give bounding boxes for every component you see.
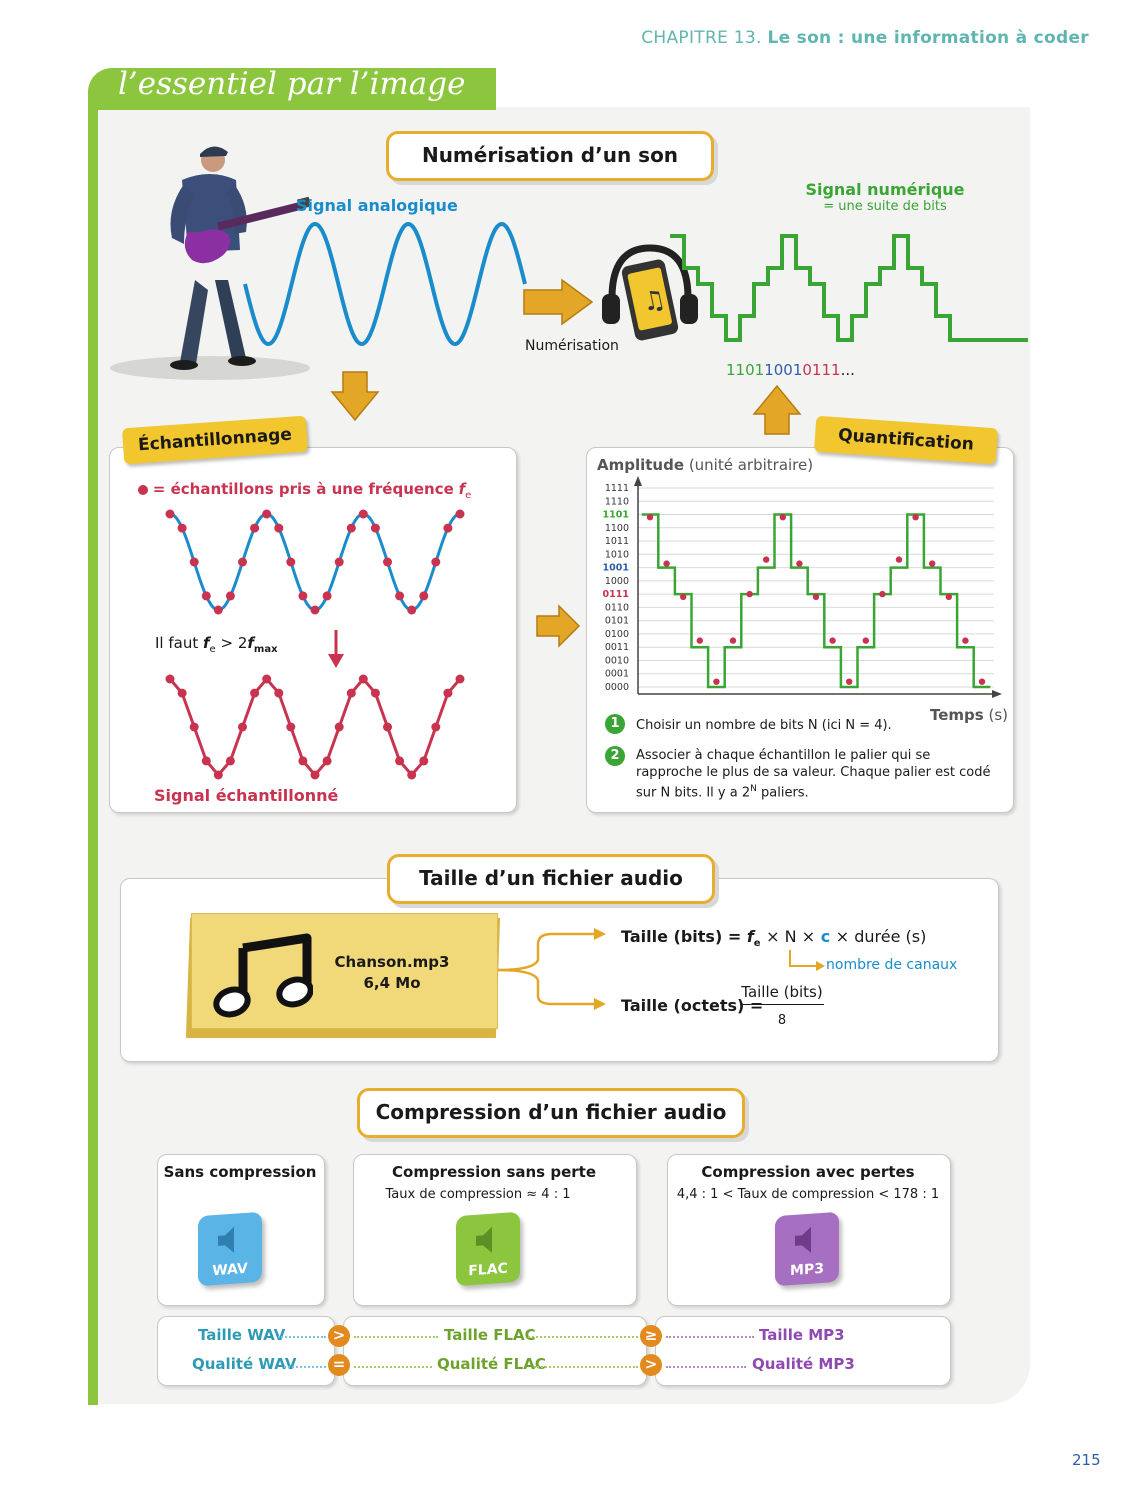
sampled-point	[202, 756, 211, 765]
sample-dot	[311, 606, 320, 615]
music-note-icon	[213, 932, 313, 1018]
canaux-label: nombre de canaux	[826, 957, 958, 973]
step-2-text	[636, 747, 990, 801]
quality-flac: Qualité FLAC	[437, 1355, 546, 1373]
sample-dot	[190, 558, 199, 567]
y-tick-label: 0101	[604, 615, 629, 627]
sample-dot	[323, 591, 332, 600]
sample-dot	[431, 558, 440, 567]
quantization-sample	[680, 594, 686, 600]
rule-max: max	[253, 644, 278, 655]
sampled-point	[323, 756, 332, 765]
dots-size-4	[666, 1336, 754, 1338]
down-arrow-icon	[330, 370, 380, 422]
sample-dot	[226, 591, 235, 600]
y-tick-label: 0000	[604, 682, 629, 693]
quantization-sample	[780, 514, 786, 520]
dots-size-1	[278, 1336, 326, 1338]
mp3-file-icon	[775, 1212, 839, 1286]
quantization-sample	[796, 560, 802, 566]
quantization-sample	[763, 556, 769, 562]
red-down-arrow-icon	[326, 628, 346, 670]
mp3-icon-label: MP3	[790, 1260, 824, 1280]
sampled-point	[298, 756, 307, 765]
y-tick-label: 1100	[604, 522, 629, 534]
quantization-sample	[879, 591, 885, 597]
quantization-sample	[730, 637, 736, 643]
sampled-point	[359, 675, 368, 684]
green-edge	[88, 100, 98, 1405]
quantification-tag: Quantification	[814, 416, 998, 465]
dots-size-2	[354, 1336, 438, 1338]
y-tick-label: 0110	[604, 602, 629, 614]
x-axis-arrow-icon	[992, 690, 1002, 698]
sample-dot	[335, 558, 344, 567]
col-flac-head: Compression sans perte	[392, 1163, 596, 1181]
sample-dot	[419, 591, 428, 600]
digital-signal-wave	[670, 218, 1030, 353]
formula-octets-denominator: 8	[740, 1004, 824, 1028]
quantization-sample	[829, 637, 835, 643]
quantization-sample	[962, 637, 968, 643]
sample-legend-sub: e	[465, 490, 472, 501]
y-tick-label: 1011	[604, 536, 629, 548]
ylabel-rest: (unité arbitraire)	[688, 456, 814, 474]
xlabel-bold: Temps	[930, 706, 984, 724]
col-mp3-head: Compression avec pertes	[701, 1163, 915, 1181]
chapter-title: Le son : une information à coder	[767, 28, 1089, 48]
sampled-point	[419, 756, 428, 765]
quantification-chart	[590, 470, 1008, 708]
formula-bits-prefix: Taille (bits) =	[621, 927, 742, 946]
sample-dot	[383, 558, 392, 567]
y-tick-label: 0111	[602, 589, 629, 601]
sample-dot	[238, 558, 247, 567]
quality-op-1: =	[328, 1354, 350, 1376]
step-2-number: 2	[605, 746, 625, 766]
sample-legend-var: f	[458, 480, 466, 498]
sampled-point	[274, 689, 283, 698]
col-flac-sub: Taux de compression ≈ 4 : 1	[385, 1187, 571, 1202]
quantization-sample	[746, 591, 752, 597]
file-name: Chanson.mp3	[334, 953, 450, 971]
sampled-point	[238, 723, 247, 732]
file-size: 6,4 Mo	[363, 974, 421, 992]
sampled-point	[347, 689, 356, 698]
y-tick-label: 1110	[604, 496, 629, 508]
sample-dot	[456, 510, 465, 519]
sample-dot	[443, 524, 452, 533]
quantization-sample	[946, 594, 952, 600]
size-wav: Taille WAV	[198, 1326, 286, 1344]
chapter-number: CHAPITRE 13.	[641, 28, 762, 48]
sampled-point	[383, 723, 392, 732]
quality-wav: Qualité WAV	[192, 1355, 297, 1373]
step-2-sup: N	[750, 784, 757, 794]
bits-ellipsis: ...	[840, 361, 855, 379]
sample-dot-icon	[138, 485, 148, 495]
y-tick-label: 1111	[604, 483, 629, 494]
numerisation-step-label: Numérisation	[525, 338, 619, 354]
formula-brace	[496, 918, 616, 1018]
bit-sequence	[726, 361, 855, 379]
sample-legend-text: = échantillons pris à une fréquence	[152, 480, 454, 498]
page-number: 215	[1072, 1451, 1101, 1469]
size-flac: Taille FLAC	[444, 1326, 536, 1344]
sampled-point	[443, 689, 452, 698]
formula-bits	[621, 927, 926, 949]
y-tick-label: 1001	[602, 562, 629, 574]
sampled-point	[226, 756, 235, 765]
sample-dot	[214, 606, 223, 615]
formula-bits-mid: × N ×	[766, 927, 816, 946]
sampled-sine-wave	[160, 505, 470, 620]
quality-mp3: Qualité MP3	[752, 1355, 855, 1373]
banner-title: l’essentiel par l’image	[118, 66, 466, 102]
right-arrow-icon	[535, 604, 581, 648]
col-mp3-sub: 4,4 : 1 < Taux de compression < 178 : 1	[676, 1187, 940, 1202]
sampled-point	[262, 675, 271, 684]
sample-dot	[347, 524, 356, 533]
wav-file-icon	[198, 1212, 262, 1286]
dots-size-3	[528, 1336, 638, 1338]
sampled-point	[178, 689, 187, 698]
ylabel-bold: Amplitude	[597, 456, 685, 474]
sampled-point	[456, 675, 465, 684]
sampled-point	[335, 723, 344, 732]
sampled-point	[214, 771, 223, 780]
formula-octets-prefix: Taille (octets) =	[621, 996, 764, 1015]
size-mp3: Taille MP3	[759, 1326, 845, 1344]
sampled-point	[166, 675, 175, 684]
sampled-point	[286, 723, 295, 732]
xlabel-rest: (s)	[988, 706, 1009, 724]
quantization-sample	[979, 679, 985, 685]
col-wav-head: Sans compression	[163, 1163, 317, 1181]
sampled-point	[395, 756, 404, 765]
digital-signal-subtitle: = une suite de bits	[823, 199, 947, 214]
quantized-steps-line	[642, 515, 991, 688]
y-tick-label: 1101	[602, 509, 629, 521]
rule-f2: f	[247, 634, 254, 652]
analog-signal-label: Signal analogique	[296, 196, 458, 215]
digital-signal-label: Signal numérique	[805, 180, 965, 199]
quantization-sample	[697, 637, 703, 643]
quantization-sample	[713, 679, 719, 685]
sampled-signal-wave	[160, 670, 470, 785]
sampled-point	[407, 771, 416, 780]
sample-dot	[274, 524, 283, 533]
bits-1001: 1001	[764, 361, 803, 379]
wav-icon-label: WAV	[212, 1260, 248, 1280]
y-tick-label: 1000	[604, 575, 629, 587]
quantization-sample	[929, 560, 935, 566]
sample-dot	[359, 510, 368, 519]
flac-file-icon	[456, 1212, 520, 1286]
quantization-sample	[896, 556, 902, 562]
numerisation-title: Numérisation d’un son	[386, 131, 714, 181]
sample-dot	[371, 524, 380, 533]
rule-e: e	[209, 644, 216, 655]
dots-quality-4	[666, 1366, 746, 1368]
y-tick-label: 0100	[604, 628, 629, 640]
flac-icon-label: FLAC	[468, 1260, 508, 1280]
svg-text:♫: ♫	[639, 284, 669, 319]
quantization-sample	[647, 514, 653, 520]
size-op-2: ≥	[640, 1325, 662, 1347]
quantization-sample	[663, 560, 669, 566]
canaux-arrow-icon	[788, 948, 828, 972]
y-tick-label: 0001	[604, 668, 629, 680]
sample-dot	[298, 591, 307, 600]
sample-dot	[202, 591, 211, 600]
y-tick-label: 0011	[604, 642, 629, 654]
numerisation-arrow-icon	[522, 278, 594, 326]
bits-0111: 0111	[802, 361, 841, 379]
up-arrow-icon	[752, 384, 802, 436]
quantization-sample	[912, 514, 918, 520]
sampled-point	[190, 723, 199, 732]
sampled-point	[311, 771, 320, 780]
dots-quality-1	[284, 1366, 326, 1368]
echantillonnage-tag: Échantillonnage	[122, 416, 308, 465]
formula-bits-end: × durée (s)	[835, 927, 927, 946]
step-2-line-2: rapproche le plus de sa valeur. Chaque palier est codé	[636, 765, 991, 780]
y-axis-arrow-icon	[634, 476, 642, 486]
quantization-sample	[813, 594, 819, 600]
step-2-line-1: Associer à chaque échantillon le palier qui se	[636, 748, 931, 763]
sampled-point	[250, 689, 259, 698]
sample-dot	[407, 606, 416, 615]
quantification-xlabel	[930, 706, 1008, 724]
step-2-line-3a: sur N bits. Il y a 2	[636, 785, 751, 801]
nyquist-rule	[155, 634, 278, 655]
step-1-number: 1	[605, 714, 625, 734]
taille-title: Taille d’un fichier audio	[387, 854, 715, 904]
rule-f: f	[203, 634, 210, 652]
sample-dot	[250, 524, 259, 533]
formula-bits-f: f	[746, 927, 754, 946]
rule-prefix: Il faut	[155, 634, 199, 652]
quantization-sample	[846, 679, 852, 685]
sample-legend	[138, 480, 471, 501]
sampled-point	[431, 723, 440, 732]
rule-op: > 2	[220, 634, 248, 652]
dots-quality-3	[534, 1366, 638, 1368]
sample-dot	[286, 558, 295, 567]
compression-title: Compression d’un fichier audio	[357, 1088, 745, 1138]
step-2-line-3b: paliers.	[761, 785, 809, 801]
y-tick-label: 0010	[604, 655, 629, 667]
sample-dot	[395, 591, 404, 600]
sampled-point	[371, 689, 380, 698]
sample-dot	[262, 510, 271, 519]
y-tick-label: 1010	[604, 549, 629, 561]
formula-octets-fraction	[740, 983, 824, 1028]
sample-dot	[178, 524, 187, 533]
formula-bits-e: e	[753, 938, 761, 950]
bits-1101: 1101	[726, 361, 765, 379]
size-op-1: >	[328, 1325, 350, 1347]
analog-signal-wave	[240, 212, 530, 357]
step-2-line-3	[636, 781, 990, 801]
sample-dot	[166, 510, 175, 519]
sampled-signal-label: Signal échantillonné	[154, 786, 339, 805]
formula-octets-numerator: Taille (bits)	[741, 983, 823, 1001]
formula-bits-c: c	[820, 927, 831, 946]
quality-op-2: >	[640, 1354, 662, 1376]
step-1-text: Choisir un nombre de bits N (ici N = 4).	[636, 718, 892, 733]
quantization-sample	[863, 637, 869, 643]
dots-quality-2	[354, 1366, 432, 1368]
chapter-heading	[641, 28, 1089, 48]
